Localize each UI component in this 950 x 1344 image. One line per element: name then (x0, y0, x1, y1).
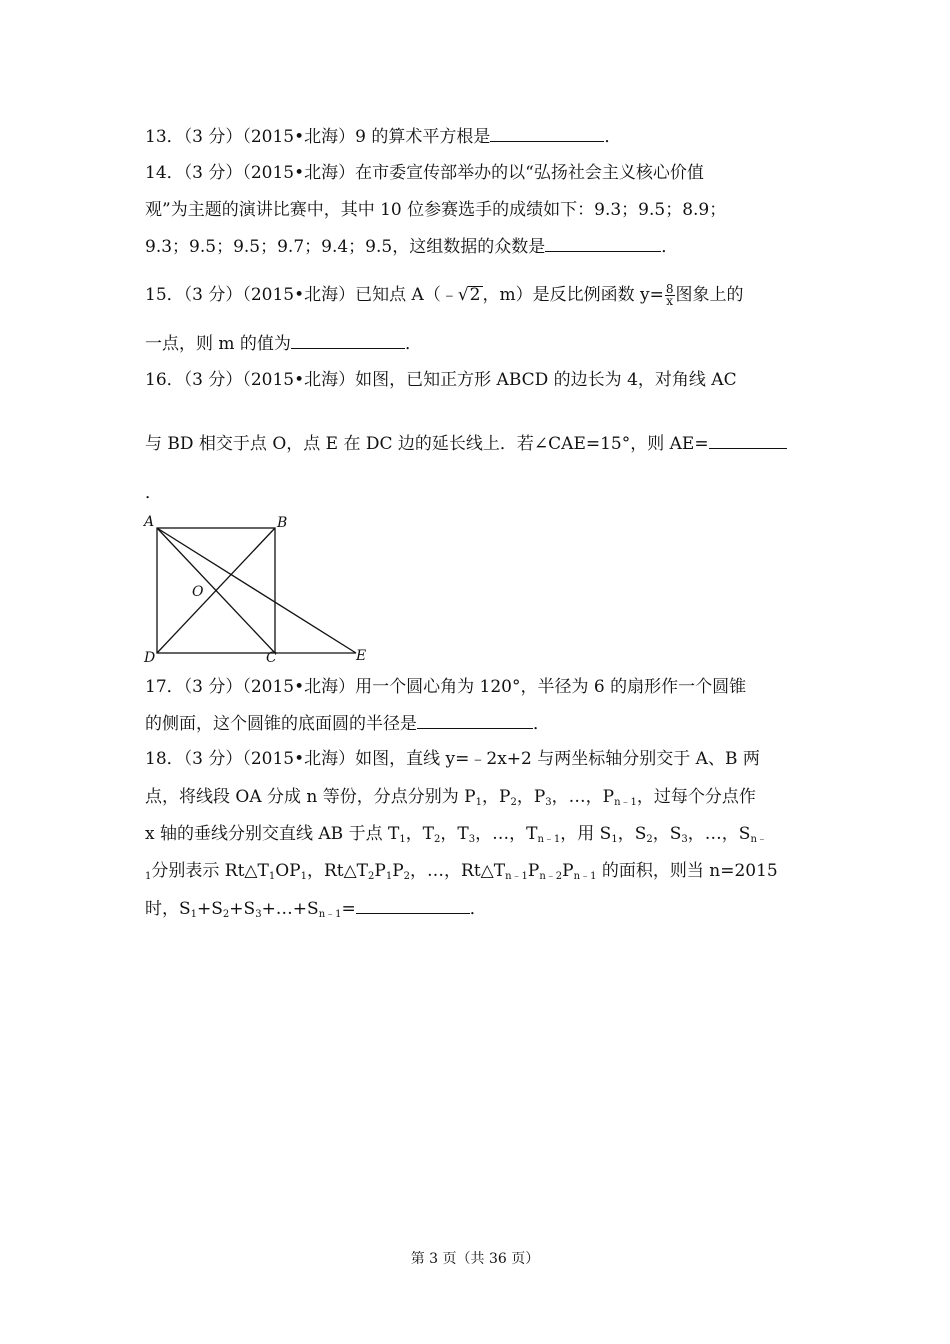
answer-blank (417, 714, 533, 729)
question-18-line-1: 18．（3 分）（2015•北海）如图，直线 y=﹣2x+2 与两坐标轴分别交于 A、B 两 (145, 749, 760, 769)
answer-blank (490, 127, 604, 142)
label-a: A (144, 514, 155, 530)
question-18-line-4: $_1$分别表示 $Rt\triangle T_1OP_1$，$Rt\triangle T_2P_1P_2$，…，$Rt\triangle T_{n﹣1}P_{n﹣2}P_{n﹣1}$ 的面积，则当 n=2015 (145, 861, 778, 882)
question-14-line-1: 14．（3 分）（2015•北海）在市委宣传部举办的以“弘扬社会主义核心价值 (145, 163, 704, 183)
question-15-line-1: 15．（3 分）（2015•北海）已知点 A（﹣√2 ，m）是反比例函数 y= $\frac{8}{x}$ 图象上的 (145, 282, 744, 308)
radicand: 2 (469, 285, 481, 305)
label-c: C (266, 650, 277, 664)
question-18-line-2: 点，将线段 OA 分成 n 等份，分点分别为 $P_1$，$P_2$，$P_3$，…，$P_{n﹣1}$，过每个分点作 (145, 787, 756, 808)
question-16-line-2: 与 BD 相交于点 O，点 E 在 DC 边的延长线上．若∠CAE=15°，则 AE= (145, 433, 787, 455)
sqrt-sign: √ (457, 285, 469, 305)
answer-blank (356, 899, 470, 914)
question-16-end: ． (145, 483, 162, 503)
question-14-line-3: 9.3；9.5；9.5；9.7；9.4；9.5，这组数据的众数是 ． (145, 237, 679, 257)
label-e: E (356, 648, 367, 664)
question-15-line-2: 一点，则 m 的值为 ． (145, 334, 422, 354)
fraction: $\frac{8}{x}$ (665, 282, 674, 308)
question-14-line-2: 观”为主题的演讲比赛中，其中 10 位参赛选手的成绩如下：9.3；9.5；8.9； (145, 200, 727, 220)
question-18-line-5: 时，$S_1+S_2+S_3+\dots+S_{n﹣1}=$ ． (145, 899, 487, 920)
answer-blank (545, 237, 661, 252)
label-d: D (144, 650, 156, 664)
page-footer: 第 3 页（共 36 页） (410, 1251, 540, 1267)
question-18-line-3: x 轴的垂线分别交直线 AB 于点 $T_1$，$T_2$，$T_3$，…，$T_{n﹣1}$，用 $S_1$，$S_2$，$S_3$，…，$S_{n﹣}$ (145, 824, 767, 845)
label-b: B (277, 515, 288, 531)
question-13-text: 13．（3 分）（2015•北海）9 的算术平方根是 (145, 127, 491, 147)
question-16-line-1: 16．（3 分）（2015•北海）如图，已知正方形 ABCD 的边长为 4，对角线 AC (145, 370, 737, 390)
question-17-line-2: 的侧面，这个圆锥的底面圆的半径是 ． (145, 714, 550, 734)
label-o: O (192, 584, 204, 600)
question-13: 13．（3 分）（2015•北海）9 的算术平方根是 ． (145, 127, 622, 147)
square-diagram (140, 512, 380, 664)
question-17-line-1: 17．（3 分）（2015•北海）用一个圆心角为 120°，半径为 6 的扇形作一个圆锥 (145, 677, 747, 697)
answer-blank (291, 334, 405, 349)
answer-blank (709, 434, 787, 449)
